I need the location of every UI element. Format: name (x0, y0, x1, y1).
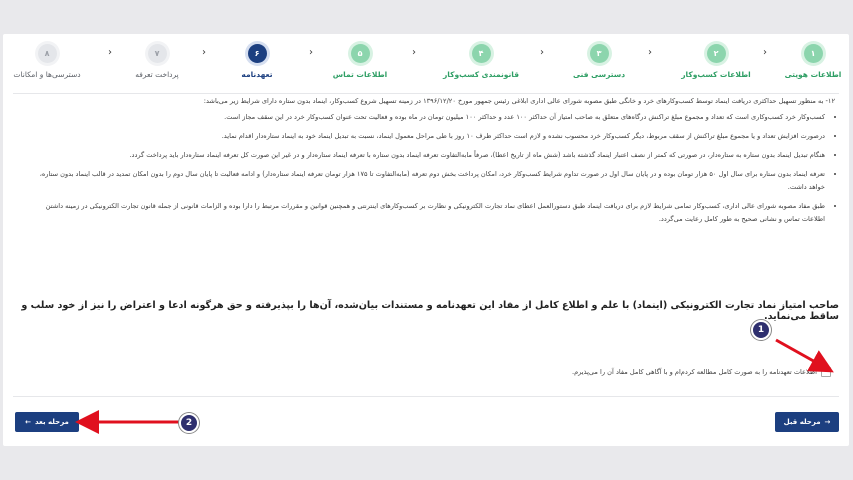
step-1-label: اطلاعات هویتی (784, 70, 842, 79)
annotation-marker-1: 1 (751, 320, 771, 340)
list-item: • کسب‌وکار خرد کسب‌وکاری است که تعداد و مجموع مبلغ تراکنش درگاه‌های متعلق به صاحب امتیاز آن حداکثر ۱۰۰ عدد و حداکثر ۱۰۰ میلیون تومان در ماه بوده و فعالیت تحت عنوان کسب‌وکار خرد در این سقف مجاز است. (23, 111, 825, 124)
next-button-label: مرحله بعد (34, 418, 69, 426)
step-6-label: تعهدنامه (241, 70, 273, 79)
list-item: • درصورت افزایش تعداد و یا مجموع مبلغ تراکنش از سقف مربوط، دیگر کسب‌وکار خرد محسوب نشده و لازم است حداکثر ظرف ۱۰ روز با طی مراحل معمول اینماد، نسبت به تبدیل اینماد خود به اینماد ستاره‌دار اقدام نماید. (23, 130, 825, 143)
arrow-to-checkbox (776, 340, 826, 368)
step-4-circle: ۴ (472, 44, 491, 63)
agree-label[interactable]: اطلاعات تعهدنامه را به صورت کامل مطالعه کردم‌ام و با آگاهی کامل مفاد آن را می‌پذیرم. (571, 368, 817, 376)
prev-button-label: مرحله قبل (783, 418, 821, 426)
step-8-circle: ۸ (38, 44, 57, 63)
chevron-left-icon: ‹ (412, 47, 416, 58)
list-item: • طبق مفاد مصوبه شورای عالی اداری، کسب‌وکار تمامی شرایط لازم برای دریافت اینماد طبق دستورالعمل اعطای نماد تجارت الکترونیکی و نظارت بر کسب‌وکارهای اینترنتی و همچنین قوانین و مقررات مرتبط را دارا بوده و الزامات قانونی از جمله قانون تجارت الکترونیکی در زمینه داشتن اطلاعات تماس و نشانی صحیح به طور کامل رعایت می‌گردد. (23, 200, 825, 226)
chevron-left-icon: ‹ (108, 47, 112, 58)
chevron-left-icon: ‹ (202, 47, 206, 58)
step-2-circle: ۲ (707, 44, 726, 63)
arrow-left-icon: ← (25, 418, 31, 426)
list-item: • تعرفه اینماد بدون ستاره برای سال اول ۵۰ هزار تومان بوده و در پایان سال اول در صورت تداوم شرایط کسب‌وکار خرد، امکان پرداخت بخش دوم تعرفه (مابه‌التفاوت تا ۱۷۵ هزار تومان تعرفه اینماد ستاره‌دار) و ادامه فعالیت تا پایان سال دوم را بدون امکان تمدید در قالب اینماد بدون ستاره، خواهد داشت. (23, 168, 825, 194)
step-1-circle: ۱ (804, 44, 823, 63)
step-3-circle: ۳ (590, 44, 609, 63)
arrow-right-icon: → (824, 418, 831, 426)
step-8-label: دسترسی‌ها و امکانات (13, 70, 81, 79)
annotation-marker-2: 2 (179, 413, 199, 433)
step-7-label: پرداخت تعرفه (135, 70, 179, 79)
step-5-circle: ۵ (351, 44, 370, 63)
step-6-circle: ۶ (248, 44, 267, 63)
chevron-left-icon: ‹ (309, 47, 313, 58)
step-4-label: قانونمندی کسب‌وکار (442, 70, 520, 79)
chevron-left-icon: ‹ (648, 47, 652, 58)
terms-intro: ۱۲- به منظور تسهیل حداکثری دریافت اینماد توسط کسب‌وکارهای خرد و خانگی طبق مصوبه شورای عالی اداری ابلاغی رئیس جمهور مورخ ۱۳۹۶/۱۲/۲۰ در زمینه تسهیل شروع کسب‌وکار، اینماد بدون ستاره دارای شرایط زیر می‌باشد: (203, 97, 835, 105)
chevron-left-icon: ‹ (540, 47, 544, 58)
chevron-left-icon: ‹ (763, 47, 767, 58)
step-2-label: اطلاعات کسب‌وکار (681, 70, 751, 79)
list-item: • هنگام تبدیل اینماد بدون ستاره به ستاره‌دار، در صورتی که کمتر از نصف اعتبار اینماد گذشته باشد (شش ماه از تاریخ اعطا)، صرفاً مابه‌التفاوت تعرفه اینماد بدون ستاره با تعرفه اینماد ستاره‌دار و در غیر این صورت کل تعرفه اینماد ستاره‌دار باید پرداخت گردد. (23, 149, 825, 162)
step-5-label: اطلاعات تماس (332, 70, 388, 79)
commitment-statement: صاحب امتیاز نماد تجارت الکترونیکی (اینماد) با علم و اطلاع کامل از مفاد این تعهدنامه و مستندات بیان‌شده، آن‌ها را بپذیرفته و حق هرگونه ادعا و اعتراض را نیز از خود سلب و ساقط می‌نماید. (21, 300, 839, 322)
step-3-label: دسترسی فنی (572, 70, 626, 79)
step-7-circle: ۷ (148, 44, 167, 63)
